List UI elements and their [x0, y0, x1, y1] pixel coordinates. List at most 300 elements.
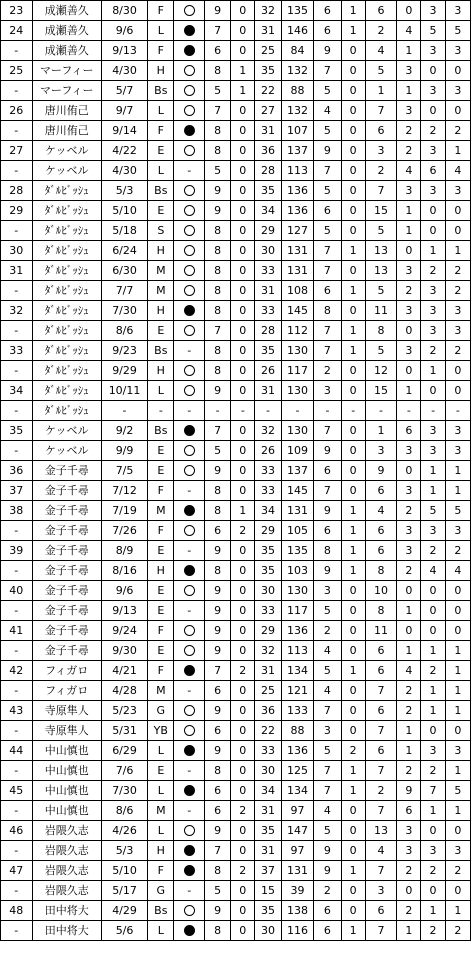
game-number-cell: 30	[1, 241, 33, 261]
home-runs-cell: 0	[341, 821, 365, 841]
open-circle-icon	[184, 905, 195, 916]
pitcher-name-cell: 岩隈久志	[32, 861, 101, 881]
opponent-cell: H	[148, 361, 174, 381]
earned-runs-cell: 0	[445, 221, 470, 241]
strikeouts-cell: 3	[365, 441, 397, 461]
walks-cell: 1	[397, 921, 421, 941]
batters-faced-cell: 27	[255, 101, 281, 121]
result-mark-cell	[174, 681, 204, 701]
innings-cell: 9	[204, 621, 230, 641]
batters-faced-cell: 33	[255, 601, 281, 621]
innings-cell: 8	[204, 481, 230, 501]
game-number-cell: 32	[1, 301, 33, 321]
runs-cell: 3	[421, 841, 445, 861]
game-date-cell: 4/22	[101, 141, 147, 161]
pitch-count-cell: 88	[281, 81, 314, 101]
game-date-cell: 4/30	[101, 161, 147, 181]
batters-faced-cell: 34	[255, 201, 281, 221]
hits-cell: 5	[314, 81, 341, 101]
pitch-count-cell: 137	[281, 141, 314, 161]
opponent-cell: F	[148, 481, 174, 501]
strikeouts-cell: 7	[365, 861, 397, 881]
pitch-count-cell: 127	[281, 221, 314, 241]
innings-cell: 8	[204, 301, 230, 321]
strikeouts-cell: 6	[365, 741, 397, 761]
pitch-count-cell: 147	[281, 821, 314, 841]
opponent-cell: L	[148, 161, 174, 181]
hits-cell: 2	[314, 621, 341, 641]
result-mark-cell	[174, 261, 204, 281]
pitcher-name-cell: 成瀬善久	[32, 41, 101, 61]
filled-circle-icon	[184, 665, 195, 676]
walks-cell: 1	[397, 221, 421, 241]
opponent-cell: L	[148, 101, 174, 121]
game-number-cell: 26	[1, 101, 33, 121]
extra-outs-cell: 0	[231, 881, 255, 901]
game-date-cell: 4/26	[101, 821, 147, 841]
innings-cell: 9	[204, 641, 230, 661]
table-row	[1, 901, 471, 921]
hits-cell: 3	[314, 721, 341, 741]
table-row	[1, 161, 471, 181]
table-row	[1, 421, 471, 441]
walks-cell: 6	[397, 801, 421, 821]
strikeouts-cell: 7	[365, 181, 397, 201]
game-number-cell: 23	[1, 1, 33, 21]
extra-outs-cell: 0	[231, 681, 255, 701]
extra-outs-cell: 1	[231, 61, 255, 81]
pitch-count-cell: 146	[281, 21, 314, 41]
hits-cell: 4	[314, 101, 341, 121]
walks-cell: 3	[397, 481, 421, 501]
table-row	[1, 221, 471, 241]
home-runs-cell: 1	[341, 21, 365, 41]
innings-cell: 9	[204, 701, 230, 721]
walks-cell: 3	[397, 841, 421, 861]
earned-runs-cell: 4	[445, 161, 470, 181]
strikeouts-cell: 2	[365, 781, 397, 801]
pitcher-name-cell: ﾀﾞﾙﾋﾞｯｼｭ	[32, 321, 101, 341]
runs-cell: 1	[421, 481, 445, 501]
result-dash: -	[187, 163, 192, 177]
table-row	[1, 861, 471, 881]
hits-cell: 5	[314, 661, 341, 681]
pitcher-name-cell: 金子千尋	[32, 541, 101, 561]
pitch-count-cell: 136	[281, 741, 314, 761]
game-number-cell: 42	[1, 661, 33, 681]
open-circle-icon	[184, 585, 195, 596]
home-runs-cell: 1	[341, 341, 365, 361]
pitch-count-cell: 134	[281, 661, 314, 681]
hits-cell: 5	[314, 221, 341, 241]
strikeouts-cell: 11	[365, 621, 397, 641]
hits-cell: -	[314, 401, 341, 421]
game-date-cell: 5/3	[101, 841, 147, 861]
opponent-cell: E	[148, 601, 174, 621]
innings-cell: 6	[204, 721, 230, 741]
earned-runs-cell: 3	[445, 321, 470, 341]
batters-faced-cell: 29	[255, 521, 281, 541]
earned-runs-cell: 1	[445, 241, 470, 261]
runs-cell: 1	[421, 701, 445, 721]
extra-outs-cell: 0	[231, 121, 255, 141]
result-mark-cell	[174, 241, 204, 261]
opponent-cell: L	[148, 741, 174, 761]
walks-cell: 2	[397, 681, 421, 701]
pitch-count-cell: 135	[281, 1, 314, 21]
batters-faced-cell: 31	[255, 801, 281, 821]
earned-runs-cell: 3	[445, 81, 470, 101]
opponent-cell: L	[148, 921, 174, 941]
open-circle-icon	[184, 645, 195, 656]
hits-cell: 7	[314, 701, 341, 721]
innings-cell: 9	[204, 741, 230, 761]
game-number-cell: 40	[1, 581, 33, 601]
result-mark-cell	[174, 761, 204, 781]
strikeouts-cell: 6	[365, 901, 397, 921]
open-circle-icon	[184, 705, 195, 716]
walks-cell: 2	[397, 501, 421, 521]
pitch-count-cell: 113	[281, 161, 314, 181]
strikeouts-cell: 4	[365, 841, 397, 861]
opponent-cell: E	[148, 541, 174, 561]
open-circle-icon	[184, 105, 195, 116]
opponent-cell: -	[148, 401, 174, 421]
home-runs-cell: 0	[341, 481, 365, 501]
hits-cell: 7	[314, 261, 341, 281]
result-dash: -	[187, 403, 192, 417]
earned-runs-cell: 3	[445, 1, 470, 21]
extra-outs-cell: 2	[231, 801, 255, 821]
walks-cell: 0	[397, 361, 421, 381]
game-date-cell: 5/10	[101, 861, 147, 881]
pitch-count-cell: 39	[281, 881, 314, 901]
pitch-count-cell: 137	[281, 461, 314, 481]
hits-cell: 7	[314, 341, 341, 361]
innings-cell: 9	[204, 821, 230, 841]
runs-cell: 3	[421, 441, 445, 461]
game-date-cell: 5/3	[101, 181, 147, 201]
pitch-count-cell: 133	[281, 701, 314, 721]
game-number-cell: 48	[1, 901, 33, 921]
game-date-cell: 5/23	[101, 701, 147, 721]
batters-faced-cell: 31	[255, 381, 281, 401]
game-date-cell: 4/28	[101, 681, 147, 701]
game-date-cell: 9/13	[101, 601, 147, 621]
table-row	[1, 401, 471, 421]
extra-outs-cell: 2	[231, 521, 255, 541]
home-runs-cell: 0	[341, 81, 365, 101]
game-number-cell: -	[1, 41, 33, 61]
game-date-cell: 9/13	[101, 41, 147, 61]
open-circle-icon	[184, 725, 195, 736]
runs-cell: 3	[421, 41, 445, 61]
batters-faced-cell: 31	[255, 661, 281, 681]
runs-cell: 0	[421, 881, 445, 901]
batters-faced-cell: 22	[255, 721, 281, 741]
table-row	[1, 461, 471, 481]
strikeouts-cell: 7	[365, 721, 397, 741]
result-mark-cell	[174, 601, 204, 621]
pitch-count-cell: 117	[281, 361, 314, 381]
innings-cell: 5	[204, 81, 230, 101]
hits-cell: 6	[314, 521, 341, 541]
hits-cell: 8	[314, 541, 341, 561]
game-date-cell: 8/16	[101, 561, 147, 581]
result-mark-cell	[174, 61, 204, 81]
walks-cell: 0	[397, 1, 421, 21]
walks-cell: 9	[397, 781, 421, 801]
pitch-count-cell: 132	[281, 101, 314, 121]
table-row	[1, 841, 471, 861]
runs-cell: 1	[421, 361, 445, 381]
walks-cell: 2	[397, 561, 421, 581]
innings-cell: 8	[204, 861, 230, 881]
batters-faced-cell: 35	[255, 821, 281, 841]
strikeouts-cell: 5	[365, 341, 397, 361]
extra-outs-cell: 0	[231, 541, 255, 561]
pitcher-name-cell: ﾀﾞﾙﾋﾞｯｼｭ	[32, 381, 101, 401]
pitch-count-cell: 112	[281, 321, 314, 341]
result-mark-cell	[174, 881, 204, 901]
innings-cell: 7	[204, 421, 230, 441]
filled-circle-icon	[184, 505, 195, 516]
innings-cell: 8	[204, 361, 230, 381]
hits-cell: 6	[314, 901, 341, 921]
home-runs-cell: 0	[341, 301, 365, 321]
result-mark-cell	[174, 361, 204, 381]
opponent-cell: E	[148, 461, 174, 481]
extra-outs-cell: 0	[231, 281, 255, 301]
game-date-cell: 8/6	[101, 321, 147, 341]
home-runs-cell: 0	[341, 701, 365, 721]
filled-circle-icon	[184, 925, 195, 936]
home-runs-cell: 1	[341, 241, 365, 261]
open-circle-icon	[184, 245, 195, 256]
batters-faced-cell: 26	[255, 441, 281, 461]
result-mark-cell	[174, 401, 204, 421]
runs-cell: 2	[421, 861, 445, 881]
walks-cell: -	[397, 401, 421, 421]
extra-outs-cell: 0	[231, 641, 255, 661]
pitch-count-cell: 84	[281, 41, 314, 61]
opponent-cell: F	[148, 1, 174, 21]
result-mark-cell	[174, 141, 204, 161]
extra-outs-cell: 0	[231, 701, 255, 721]
hits-cell: 6	[314, 1, 341, 21]
strikeouts-cell: 8	[365, 321, 397, 341]
extra-outs-cell: 0	[231, 921, 255, 941]
pitcher-name-cell: ﾀﾞﾙﾋﾞｯｼｭ	[32, 301, 101, 321]
pitcher-name-cell: 唐川侑己	[32, 101, 101, 121]
game-date-cell: 9/7	[101, 101, 147, 121]
pitch-count-cell: 138	[281, 901, 314, 921]
batters-faced-cell: 30	[255, 921, 281, 941]
home-runs-cell: 0	[341, 721, 365, 741]
game-date-cell: 9/9	[101, 441, 147, 461]
earned-runs-cell: 2	[445, 541, 470, 561]
earned-runs-cell: 1	[445, 901, 470, 921]
walks-cell: 1	[397, 601, 421, 621]
opponent-cell: L	[148, 781, 174, 801]
strikeouts-cell: 3	[365, 141, 397, 161]
game-number-cell: 39	[1, 541, 33, 561]
game-number-cell: 35	[1, 421, 33, 441]
game-number-cell: 47	[1, 861, 33, 881]
home-runs-cell: 0	[341, 101, 365, 121]
game-number-cell: -	[1, 641, 33, 661]
runs-cell: 2	[421, 341, 445, 361]
walks-cell: 0	[397, 241, 421, 261]
pitcher-name-cell: ケッベル	[32, 441, 101, 461]
earned-runs-cell: 1	[445, 141, 470, 161]
table-row	[1, 521, 471, 541]
walks-cell: 4	[397, 661, 421, 681]
open-circle-icon	[184, 265, 195, 276]
strikeouts-cell: 5	[365, 221, 397, 241]
table-row	[1, 641, 471, 661]
strikeouts-cell: 6	[365, 121, 397, 141]
strikeouts-cell: 6	[365, 641, 397, 661]
strikeouts-cell: 10	[365, 581, 397, 601]
table-row	[1, 821, 471, 841]
opponent-cell: G	[148, 701, 174, 721]
open-circle-icon	[184, 365, 195, 376]
game-date-cell: 7/7	[101, 281, 147, 301]
game-number-cell: -	[1, 81, 33, 101]
game-date-cell: 6/29	[101, 741, 147, 761]
walks-cell: 3	[397, 821, 421, 841]
home-runs-cell: 0	[341, 421, 365, 441]
walks-cell: 3	[397, 441, 421, 461]
home-runs-cell: 0	[341, 621, 365, 641]
hits-cell: 9	[314, 841, 341, 861]
pitch-count-cell: 145	[281, 481, 314, 501]
opponent-cell: F	[148, 41, 174, 61]
hits-cell: 6	[314, 201, 341, 221]
extra-outs-cell: 0	[231, 761, 255, 781]
earned-runs-cell: 2	[445, 121, 470, 141]
extra-outs-cell: 0	[231, 821, 255, 841]
batters-faced-cell: 29	[255, 621, 281, 641]
walks-cell: 0	[397, 581, 421, 601]
pitch-count-cell: 97	[281, 841, 314, 861]
result-dash: -	[187, 883, 192, 897]
batters-faced-cell: 33	[255, 261, 281, 281]
pitch-count-cell: 134	[281, 781, 314, 801]
batters-faced-cell: 35	[255, 561, 281, 581]
table-row	[1, 721, 471, 741]
pitcher-name-cell: 田中将大	[32, 921, 101, 941]
strikeouts-cell: 5	[365, 61, 397, 81]
runs-cell: 3	[421, 521, 445, 541]
hits-cell: 7	[314, 321, 341, 341]
walks-cell: 0	[397, 461, 421, 481]
walks-cell: 2	[397, 141, 421, 161]
runs-cell: 1	[421, 641, 445, 661]
game-number-cell: -	[1, 221, 33, 241]
home-runs-cell: 1	[341, 921, 365, 941]
filled-circle-icon	[184, 785, 195, 796]
result-mark-cell	[174, 481, 204, 501]
innings-cell: -	[204, 401, 230, 421]
batters-faced-cell: 31	[255, 841, 281, 861]
table-row	[1, 61, 471, 81]
batters-faced-cell: 31	[255, 21, 281, 41]
result-mark-cell	[174, 1, 204, 21]
game-date-cell: 9/30	[101, 641, 147, 661]
extra-outs-cell: 0	[231, 781, 255, 801]
pitch-count-cell: 136	[281, 621, 314, 641]
hits-cell: 6	[314, 921, 341, 941]
game-number-cell: 41	[1, 621, 33, 641]
earned-runs-cell: 2	[445, 281, 470, 301]
result-mark-cell	[174, 21, 204, 41]
filled-circle-icon	[184, 305, 195, 316]
earned-runs-cell: 5	[445, 501, 470, 521]
extra-outs-cell: 0	[231, 321, 255, 341]
pitcher-name-cell: フィガロ	[32, 661, 101, 681]
extra-outs-cell: 0	[231, 601, 255, 621]
pitcher-name-cell: ケッベル	[32, 161, 101, 181]
result-mark-cell	[174, 81, 204, 101]
open-circle-icon	[184, 145, 195, 156]
batters-faced-cell: 31	[255, 121, 281, 141]
filled-circle-icon	[184, 125, 195, 136]
runs-cell: 5	[421, 21, 445, 41]
strikeouts-cell: 13	[365, 241, 397, 261]
opponent-cell: F	[148, 521, 174, 541]
home-runs-cell: 1	[341, 1, 365, 21]
home-runs-cell: 0	[341, 221, 365, 241]
innings-cell: 6	[204, 521, 230, 541]
innings-cell: 6	[204, 781, 230, 801]
table-row	[1, 761, 471, 781]
pitch-count-cell: 145	[281, 301, 314, 321]
open-circle-icon	[184, 205, 195, 216]
extra-outs-cell: 0	[231, 361, 255, 381]
opponent-cell: F	[148, 861, 174, 881]
extra-outs-cell: 0	[231, 1, 255, 21]
pitcher-name-cell: 中山慎也	[32, 781, 101, 801]
batters-faced-cell: 15	[255, 881, 281, 901]
home-runs-cell: 1	[341, 501, 365, 521]
strikeouts-cell: 1	[365, 421, 397, 441]
batters-faced-cell: 30	[255, 761, 281, 781]
hits-cell: 8	[314, 301, 341, 321]
runs-cell: 3	[421, 321, 445, 341]
result-mark-cell	[174, 541, 204, 561]
pitch-count-cell: 130	[281, 421, 314, 441]
pitch-count-cell: 130	[281, 581, 314, 601]
hits-cell: 6	[314, 281, 341, 301]
opponent-cell: L	[148, 21, 174, 41]
table-row	[1, 561, 471, 581]
runs-cell: 0	[421, 721, 445, 741]
result-mark-cell	[174, 201, 204, 221]
batters-faced-cell: 33	[255, 461, 281, 481]
earned-runs-cell: 1	[445, 801, 470, 821]
extra-outs-cell: -	[231, 401, 255, 421]
pitcher-name-cell: 田中将大	[32, 901, 101, 921]
result-mark-cell	[174, 701, 204, 721]
walks-cell: 1	[397, 721, 421, 741]
runs-cell: 6	[421, 161, 445, 181]
game-date-cell: 8/30	[101, 1, 147, 21]
home-runs-cell: 0	[341, 201, 365, 221]
earned-runs-cell: 4	[445, 561, 470, 581]
result-mark-cell	[174, 841, 204, 861]
